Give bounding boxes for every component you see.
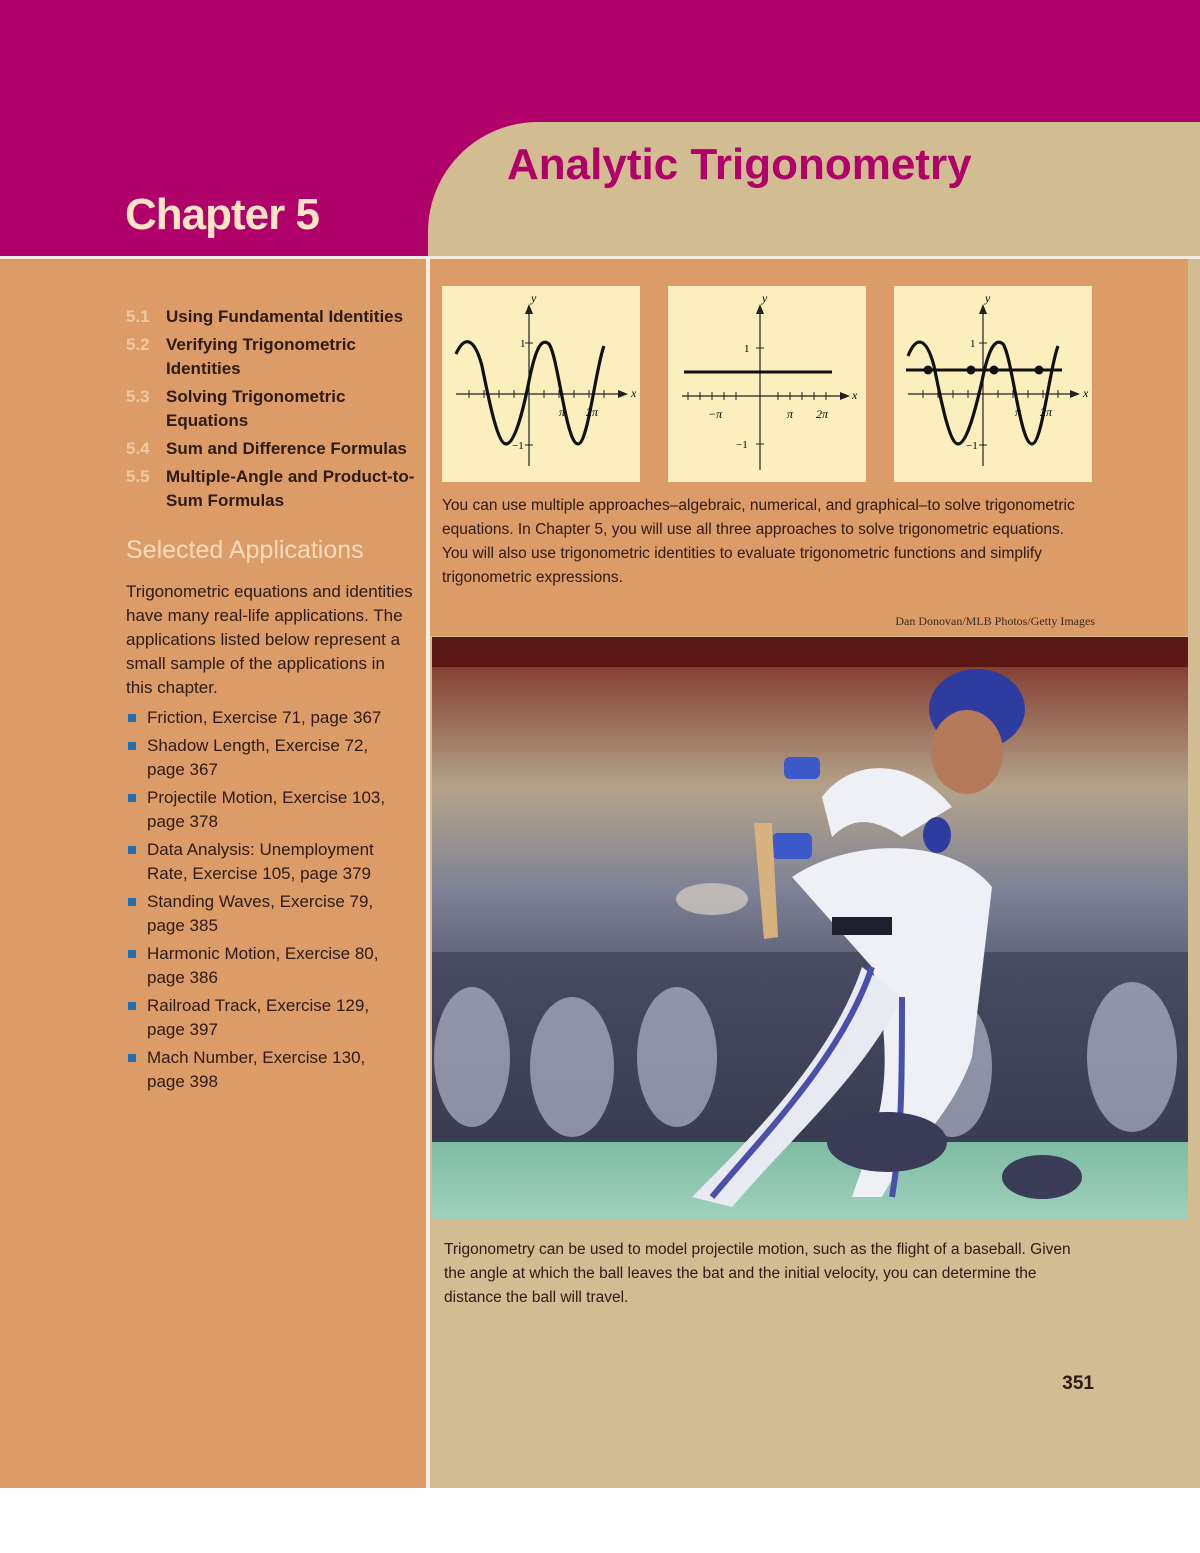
graph-intersection-svg [894,286,1092,482]
section-number: 5.5 [126,467,150,486]
y-axis-arrow-icon [525,304,533,314]
bullet-icon [128,794,136,802]
application-item [126,1046,426,1094]
section-title: Sum and Difference Formulas [166,439,407,458]
stands-band [432,637,1188,667]
applications-heading: Selected Applications [126,536,364,564]
application-page: page 367 [147,760,218,779]
graph-cosine [442,286,640,482]
section-item [126,333,426,381]
tick-label-neg1: −1 [512,440,524,452]
bullet-icon [128,714,136,722]
y-axis-label: y [531,291,537,305]
application-text: Mach Number, Exercise 130, [147,1048,366,1067]
graph-intersection [894,286,1092,482]
application-item [126,942,426,990]
application-page: page 386 [147,968,218,987]
section-item [126,465,426,513]
tick-label-pi: π [787,407,794,421]
intersection-point [1035,366,1044,375]
section-list [126,305,426,517]
section-title: Verifying Trigonometric Identities [166,335,356,378]
graph-horizontal-line-svg [668,286,866,482]
graphs-caption: You can use multiple approaches–algebraic, numerical, and graphical–to solve trigonometric equations. In Chapter 5, you will use all three approaches to solve trigonometric equations. You will also use trigonometric identities to evaluate trigonometric functions and simplify trigonometric expressions. [442,497,1075,586]
application-text: Railroad Track, Exercise 129, [147,996,370,1015]
bullet-icon [128,1054,136,1062]
application-item [126,734,426,782]
application-page: Rate, Exercise 105, page 379 [147,864,371,883]
application-page: page 397 [147,1020,218,1039]
section-title: Multiple-Angle and Product-to-Sum Formulas [166,467,415,510]
bullet-icon [128,898,136,906]
bullet-icon [128,742,136,750]
baseball-photo-svg [432,637,1188,1219]
application-text: Standing Waves, Exercise 79, [147,892,374,911]
y-axis-label: y [762,291,768,305]
applications-list [126,706,426,1098]
tick-label-2pi: 2π [586,405,599,419]
tick-label-2pi: 2π [816,407,829,421]
section-item [126,385,426,433]
section-number: 5.1 [126,307,150,326]
chapter-label: Chapter 5 [125,190,319,239]
application-item [126,786,426,834]
application-page: page 385 [147,916,218,935]
application-item [126,838,426,886]
shoe [827,1112,947,1172]
y-axis-arrow-icon [756,304,764,314]
application-page: page 398 [147,1072,218,1091]
tick-label-2pi: 2π [1040,405,1053,419]
x-axis-arrow-icon [1070,390,1080,398]
section-number: 5.4 [126,439,150,458]
section-title: Using Fundamental Identities [166,307,404,326]
tick-label-neg-pi: −π [708,407,723,421]
application-text: Friction, Exercise 71, page 367 [147,708,382,727]
tick-label-pi: π [559,405,566,419]
bullet-icon [128,846,136,854]
tick-label-1: 1 [970,338,976,350]
shoe [1002,1155,1082,1199]
application-page: page 378 [147,812,218,831]
graph-horizontal-line [668,286,866,482]
page-number: 351 [1062,1373,1094,1394]
tick-label-1: 1 [744,343,750,355]
tick-label-pi: π [1015,405,1022,419]
tick-label-1: 1 [520,338,526,350]
curve [456,342,604,444]
application-item [126,890,426,938]
application-text: Harmonic Motion, Exercise 80, [147,944,379,963]
x-axis-label: x [631,386,637,400]
section-number: 5.2 [126,335,150,354]
section-number: 5.3 [126,387,150,406]
photo-caption: Trigonometry can be used to model projectile motion, such as the flight of a baseball. Given the angle at which the ball leaves the bat and the initial velocity, you can determine the distance the ball will travel. [444,1241,1071,1306]
graph-cosine-svg [442,286,640,482]
application-text: Projectile Motion, Exercise 103, [147,788,386,807]
x-axis-arrow-icon [618,390,628,398]
vertical-divider [426,256,430,1488]
tick-label-neg1: −1 [736,439,748,451]
x-axis-label: x [852,388,858,402]
application-text: Data Analysis: Unemployment [147,840,374,859]
section-item [126,437,426,461]
bullet-icon [128,950,136,958]
y-axis-arrow-icon [979,304,987,314]
bullet-icon [128,1002,136,1010]
baseball-blur [676,883,748,915]
application-text: Shadow Length, Exercise 72, [147,736,369,755]
x-axis-label: x [1083,386,1089,400]
y-axis-label: y [985,291,991,305]
baseball-photo [432,637,1188,1219]
x-axis-arrow-icon [840,392,850,400]
photo-credit: Dan Donovan/MLB Photos/Getty Images [895,614,1095,628]
section-item [126,305,426,329]
horizontal-divider [0,256,1200,259]
intersection-point [924,366,933,375]
tick-label-neg1: −1 [966,440,978,452]
application-item [126,994,426,1042]
section-title: Solving Trigonometric Equations [166,387,346,430]
intersection-point [990,366,999,375]
intersection-point [967,366,976,375]
application-item [126,706,426,730]
applications-intro: Trigonometric equations and identities have many real-life applications. The applications listed below represent a small sample of the applications in this chapter. [126,582,413,697]
chapter-title: Analytic Trigonometry [507,140,972,189]
